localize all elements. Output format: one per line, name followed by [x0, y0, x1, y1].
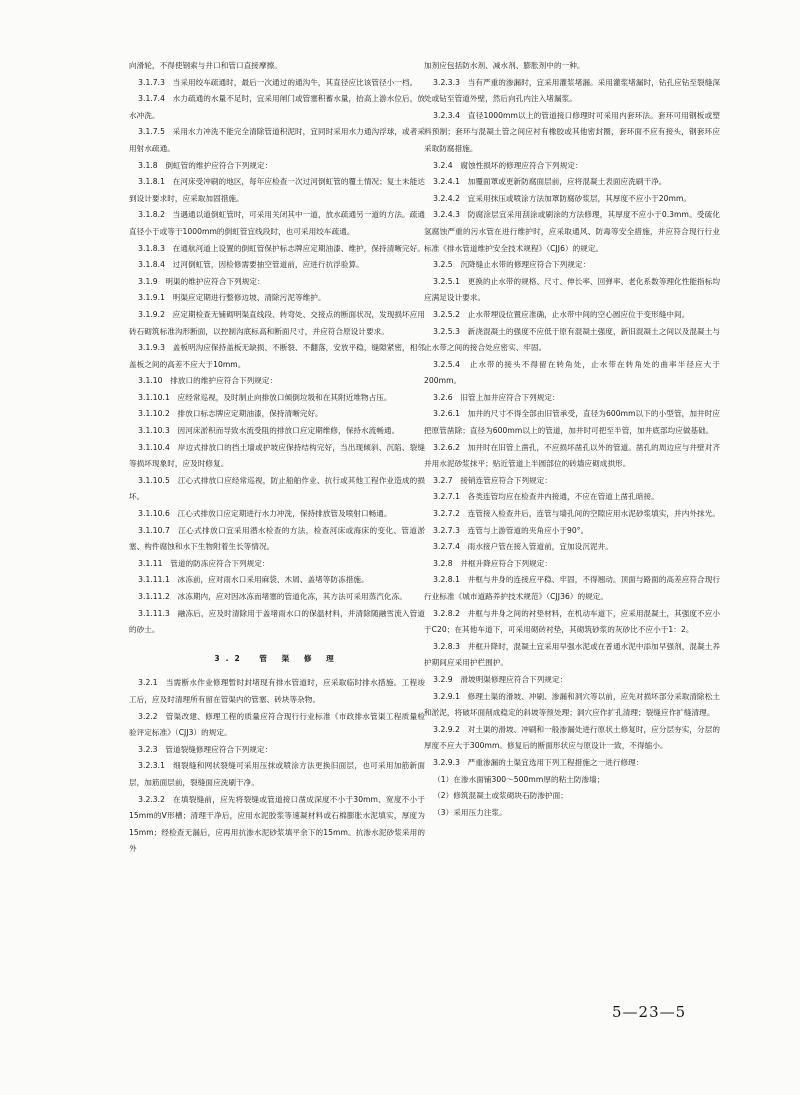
paragraph: 3.1.11.3 融冻后，应及时清除用于盖堵雨水口的保温材料，并清除随融雪流入管道的砂土。 [129, 608, 425, 635]
paragraph: 3.2.5.4 止水带的接头不得留在转角处，止水带在转角处的曲率半径应大于200mm。 [424, 359, 720, 386]
paragraph: 3.1.9.1 明渠应定期进行整修边坡、清除污泥等维护。 [138, 293, 326, 303]
paragraph: 3.1.10.1 应经常巡视，及时制止向排放口倾倒垃圾和在其附近堆物占压。 [138, 392, 392, 402]
paragraph: 3.2.6 旧管上加井应符合下列规定： [433, 392, 560, 402]
paragraph: （2）修筑混凝土或浆砌块石防渗护面； [433, 791, 568, 801]
paragraph: 3.2.8.2 井框与井身之间的衬垫材料，在机动车道下，应采用混凝土，其强度不应小于C20；在其他车道下，可采用砌砖衬垫，其砌筑砂浆的灰砂比不应小于1：2。 [424, 608, 720, 635]
paragraph: 3.2.7.1 各类连管均应在检查井内接通，不应在管道上凿孔暗接。 [433, 492, 659, 502]
paragraph: 3.2.3.2 在填裂缝前，应先将裂缝或管道接口凿成深度不小于30mm、宽度不小于15mm的V形槽；清理干净后，应用水泥胶浆等速凝材料或石棉膨胀水泥填实，厚度为15mm；经检查无漏后，应再用抗渗水泥砂浆填平余下的15mm。抗渗水泥砂浆采用的外 [129, 794, 425, 854]
paragraph: 3.2.9.1 修理土渠的滑坡、冲刷、渗漏和洞穴等以前，应先对损坏部分采取清除松土和淤泥，将破坏面削成稳定的斜坡等预处理；洞穴应作扩孔清理；裂缝应作扩缝清理。 [424, 691, 720, 718]
paragraph: （1）在渗水面铺300～500mm厚的粘土防渗墙； [433, 774, 605, 784]
section-heading: 3.2 管 渠 修 理 [214, 653, 340, 663]
paragraph: 3.2.2 管渠改建、修理工程的质量应符合现行行业标准《市政排水管渠工程质量检验评定标准》（CJJ3）的规定。 [129, 711, 425, 738]
paragraph: 加剂应包括防水剂、减水剂、膨胀剂中的一种。 [424, 61, 585, 70]
paragraph: 3.1.8.1 在河床受冲刷的地区，每年应检查一次过河倒虹管的覆土情况；复土未能达到设计要求时，应采取加固措施。 [129, 177, 425, 203]
paragraph: 3.2.7.3 连管与上游管道的夹角应小于90°。 [433, 525, 589, 535]
paragraph: 3.1.9 明渠的维护应符合下列规定： [138, 276, 265, 286]
paragraph: 3.2.9.2 对土渠的滑坡、冲刷和一般渗漏处进行原状土修复时，应分层夯实，分层的厚度不应大于300mm。修复后的断面形状应与原设计一致，不得缩小。 [424, 724, 720, 751]
right-text-column [424, 58, 720, 821]
paragraph: 3.1.9.3 盖板明沟应保持盖板无缺损、不断裂、不翻落，安放平稳，缝隙紧密，相邻盖板之间的高差不应大于10mm。 [129, 343, 425, 369]
paragraph: 3.1.8.2 当遇通以道倒虹管时，可采用关闭其中一道，放水疏通另一道的方法。疏通直径小于或等于1000mm的倒虹管宜线段时，也可采用绞车疏通。 [129, 210, 425, 236]
paragraph: 3.1.9.2 应定期检查无铺砌明渠直线段、转弯处、交接点的断面状况，发现损坏应用砖石砌筑标准沟形断面，以控制沟底标高和断面尺寸，并应符合原设计要求。 [129, 309, 425, 336]
paragraph: 3.1.7.3 当采用绞车疏通时，最后一次通过的通沟牛，其直径应比该管径小一档。 [138, 77, 418, 87]
paragraph: 3.2.8.3 井框升降时，混凝土宜采用早强水泥或在普通水泥中添加早强剂，混凝土养护期间应采用护栏围护。 [424, 641, 720, 668]
paragraph: 3.1.10.3 因河床淤积而导致水流受阻的排放口应定期维修，保持水流畅通。 [138, 426, 400, 436]
paragraph: 3.2.8 井框升降应符合下列规定： [433, 558, 553, 568]
paragraph: 3.2.1 当需断水作业修理暂时封堵现有排水管道时，应采取临时排水措施。工程竣工后，应及时清理所有留在管渠内的管塞、砖块等杂物。 [129, 678, 425, 704]
paragraph: 3.1.7.5 采用水力冲洗不能完全清除管道积泥时，宜同时采用水力通沟浮球，或者采用射水疏通。 [129, 127, 425, 153]
paragraph: 3.1.10.7 江心式排放口宜采用潜水检查的方法，检查河床或海床的变化、管道淤塞、构件腐蚀和水下生物附着生长等情况。 [129, 525, 425, 552]
paragraph: 3.2.6.2 加井时在旧管上凿孔，不应损坏凿孔以外的管道。凿孔的周边应与井壁对齐并用水泥砂浆抹平；贴近管道上半圆部位的砖墙应砌成拱形。 [424, 442, 720, 469]
paragraph: 3.2.4.1 加覆面罩或更新防腐面层前，应将混凝土表面应洗刷干净。 [433, 177, 667, 187]
paragraph: 3.1.11 管道的防冻应符合下列规定： [138, 558, 270, 568]
paragraph: 3.2.6.1 加井的尺寸不得全部由旧管承受，直径为600mm以下的小型管，加井时应把原管凿除；直径为600mm以上的管道，加井时可把至半管，加井底部均应做基础。 [424, 409, 720, 436]
paragraph: 3.2.5.3 新浇混凝土的强度不应低于原有混凝土强度，新旧混凝土之间以及混凝土与止水带之间的接合处应密实、牢固。 [424, 326, 720, 353]
paragraph: 3.1.7.4 水力疏通的水量不足时，宜采用闸门或管塞积蓄水量，抬高上游水位后，放水冲洗。 [129, 94, 425, 120]
left-text-column [129, 58, 425, 858]
paragraph: 3.2.4 腐蚀性损坏的修理应符合下列规定： [433, 160, 583, 170]
paragraph: 3.1.10.6 江心式排放口应定期进行水力冲洗，保持排放管及喷射口畅通。 [138, 509, 392, 519]
paragraph: 3.2.9 滑坡明渠修理应符合下列规定： [433, 674, 568, 684]
paragraph: 3.2.3.3 当有严重的渗漏时，宜采用灌浆堵漏。采用灌浆堵漏时，钻孔应钻至裂缝深处或钻至管道外壁，然后向孔内注入堵漏浆。 [424, 77, 720, 104]
paragraph: 3.1.8.4 过河倒虹管，因检修需要抽空管道前，应进行抗浮验算。 [138, 260, 364, 270]
paragraph: 3.2.7.4 雨水接户管在接入管道前，宜加设沉泥井。 [433, 542, 613, 552]
paragraph: 3.1.11.2 冰冻期内，应对因冰冻而堵塞的管道化冻，其方法可采用蒸汽化冻。 [138, 592, 407, 601]
paragraph: 3.2.7 接销连管应符合下列规定： [433, 475, 553, 485]
paragraph: 3.1.10.2 排放口标志牌应定期油漆，保持清晰完好。 [138, 409, 323, 419]
paragraph: 3.2.3.4 直径1000mm以上的管道接口修理时可采用内套环法。套环可用钢板或塑料预制；套环与混凝土管之间应衬有橡胶或其他密封圈，套环面不应有接头，钢套环应采取防腐措施。 [424, 110, 720, 153]
paragraph: 3.2.5 沉降缝止水带的修理应符合下列规定： [433, 260, 591, 270]
paragraph: 3.1.10.4 岸边式排放口的挡土墙或护坡应保持结构完好，当出现倾斜、沉陷、裂缝等损坏现象时，应及时修复。 [129, 442, 425, 469]
paragraph: 3.1.10 排放口的维护应符合下列规定： [138, 376, 278, 386]
paragraph: 3.2.5.1 更换的止水带的规格、尺寸、伸长率、回弹率、老化系数等理化性能指标均应满足设计要求。 [424, 276, 720, 303]
paragraph: 3.2.4.3 防腐涂层宜采用刮涂或刷涂的方法修理，其厚度不应小于0.3mm。受硫化氢腐蚀严重的污水管在进行维护时，应采取通风、防毒等安全措施，并应符合现行行业标准《排水管道维护安全技术规程》（CJJ6）的规定。 [424, 210, 720, 253]
paragraph: 3.1.10.5 江心式排放口应经常巡视，防止船舶作业、抗行或其他工程作业造成的损坏。 [129, 475, 425, 502]
paragraph: 3.2.5.2 止水带埋设位置应准确，止水带中间的空心圆应位于变形缝中间。 [433, 309, 690, 319]
paragraph: 3.2.8.1 井框与井身的连接应平稳、牢固，不得翘动。顶面与路面的高差应符合现行行业标准《城市道路养护技术规范》（CJJ36）的规定。 [424, 575, 720, 601]
paragraph: 3.2.3 管道裂缝修理应符合下列规定： [138, 744, 273, 754]
paragraph: 3.2.3.1 细裂缝和网状裂缝可采用压抹或喷涂方法更换旧面层，也可采用加筋新面层，加筋面层前，裂缝面应洗刷干净。 [129, 761, 425, 787]
paragraph: 3.1.8.3 在通航河道上设置的倒虹管保护标志牌应定期油漆、维护，保持清晰完好。 [138, 243, 425, 253]
page-number: 5—23—5 [612, 1003, 687, 1021]
paragraph: 3.1.11.1 冰冻前，应对雨水口采用麻袋、木屑、盖堵等防冻措施。 [138, 575, 369, 585]
paragraph: 3.2.4.2 宜采用抹压或喷涂方法加罩防腐砂浆层，其厚度不应小于20mm。 [433, 193, 692, 203]
paragraph: 3.2.9.3 严重渗漏的土渠宜选用下列工程措施之一进行修理： [433, 757, 644, 767]
paragraph: 3.2.7.2 连管接入检查井后，连管与墙孔间的空隙应用水泥砂浆填实，并内外抹光。 [433, 509, 720, 519]
paragraph: 3.1.8 倒虹管的维护应符合下列规定： [138, 160, 273, 170]
paragraph: 向滑轮，不得使钢索与井口和管口直接摩擦。 [129, 61, 282, 70]
paragraph: （3）采用压力注浆。 [433, 807, 507, 817]
